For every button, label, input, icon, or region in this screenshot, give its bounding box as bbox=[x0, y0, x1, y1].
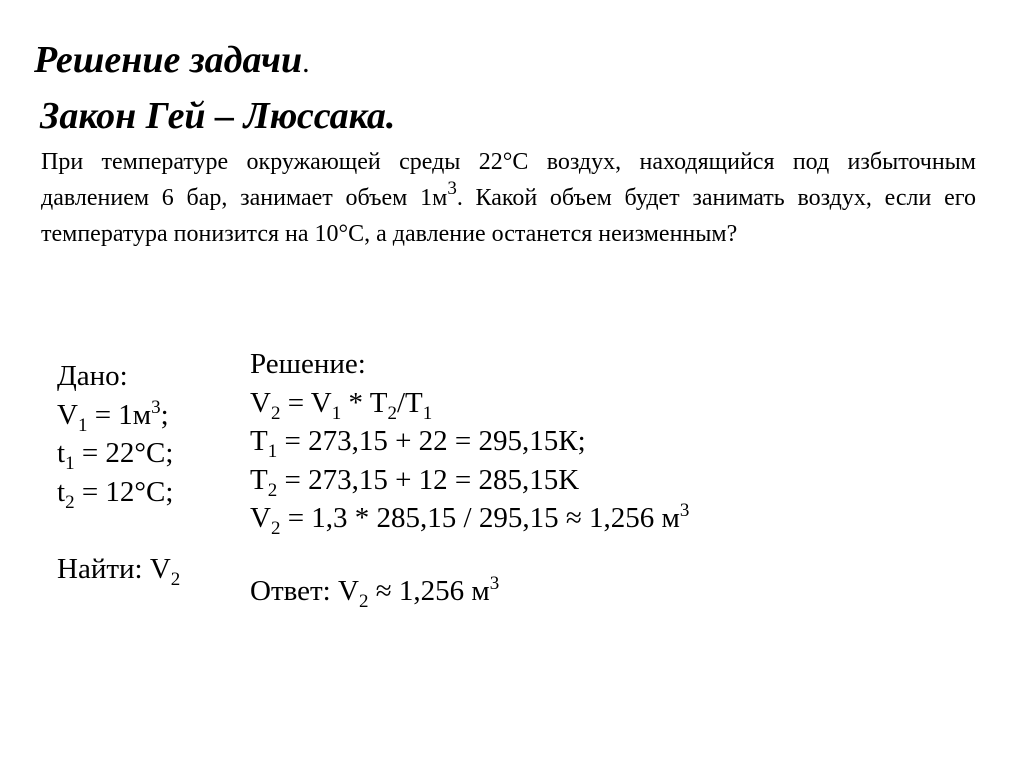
solution-t2: $T_2 = 273,15 + 12 = 285,15K$ bbox=[250, 463, 580, 501]
slide-title bbox=[34, 38, 310, 85]
slide-title-dot: . bbox=[302, 46, 310, 79]
given-v1: $V_1 = 1м^3$; bbox=[57, 396, 169, 436]
given-t2: $t_2 = 12^\circ С$; bbox=[57, 475, 174, 513]
given-header: Дано: bbox=[57, 360, 128, 392]
solution-t1: $T_1 = 273,15 + 22 = 295,15К$; bbox=[250, 425, 586, 462]
solution-answer: Ответ: $V_2 \approx 1,256$ $м^3$ bbox=[250, 572, 500, 612]
problem-text-part1: При температуре окружающей среды 22°С воздух, находящийся под избыточным давлением 6 бар, занимает объем 1м bbox=[41, 149, 976, 211]
problem-text-part2: . Какой объем будет занимать воздух, если его температура понизится на 10°С, а давление останется неизменным? bbox=[41, 185, 977, 247]
given-find: Найти: $V_2$ bbox=[57, 552, 181, 590]
given-gap bbox=[57, 511, 237, 550]
given-block bbox=[57, 357, 237, 588]
given-t1: $t_1 = 22^\circ С$; bbox=[57, 437, 174, 474]
slide-subtitle: Закон Гей – Люссака. bbox=[40, 95, 396, 137]
solution-block bbox=[250, 345, 810, 610]
problem-sup: 3 bbox=[447, 178, 457, 199]
solution-formula: $V_2 = V_1 * T_2/T_1$ bbox=[250, 386, 433, 424]
problem-statement bbox=[41, 144, 976, 252]
solution-header: Решение: bbox=[250, 348, 366, 380]
slide-title-text: Решение задачи bbox=[34, 39, 303, 81]
solution-gap bbox=[250, 538, 810, 572]
solution-v2: $V_2 = 1,3 * 285,15 / 295,15 \approx 1,256$ $м^3$ bbox=[250, 500, 690, 539]
